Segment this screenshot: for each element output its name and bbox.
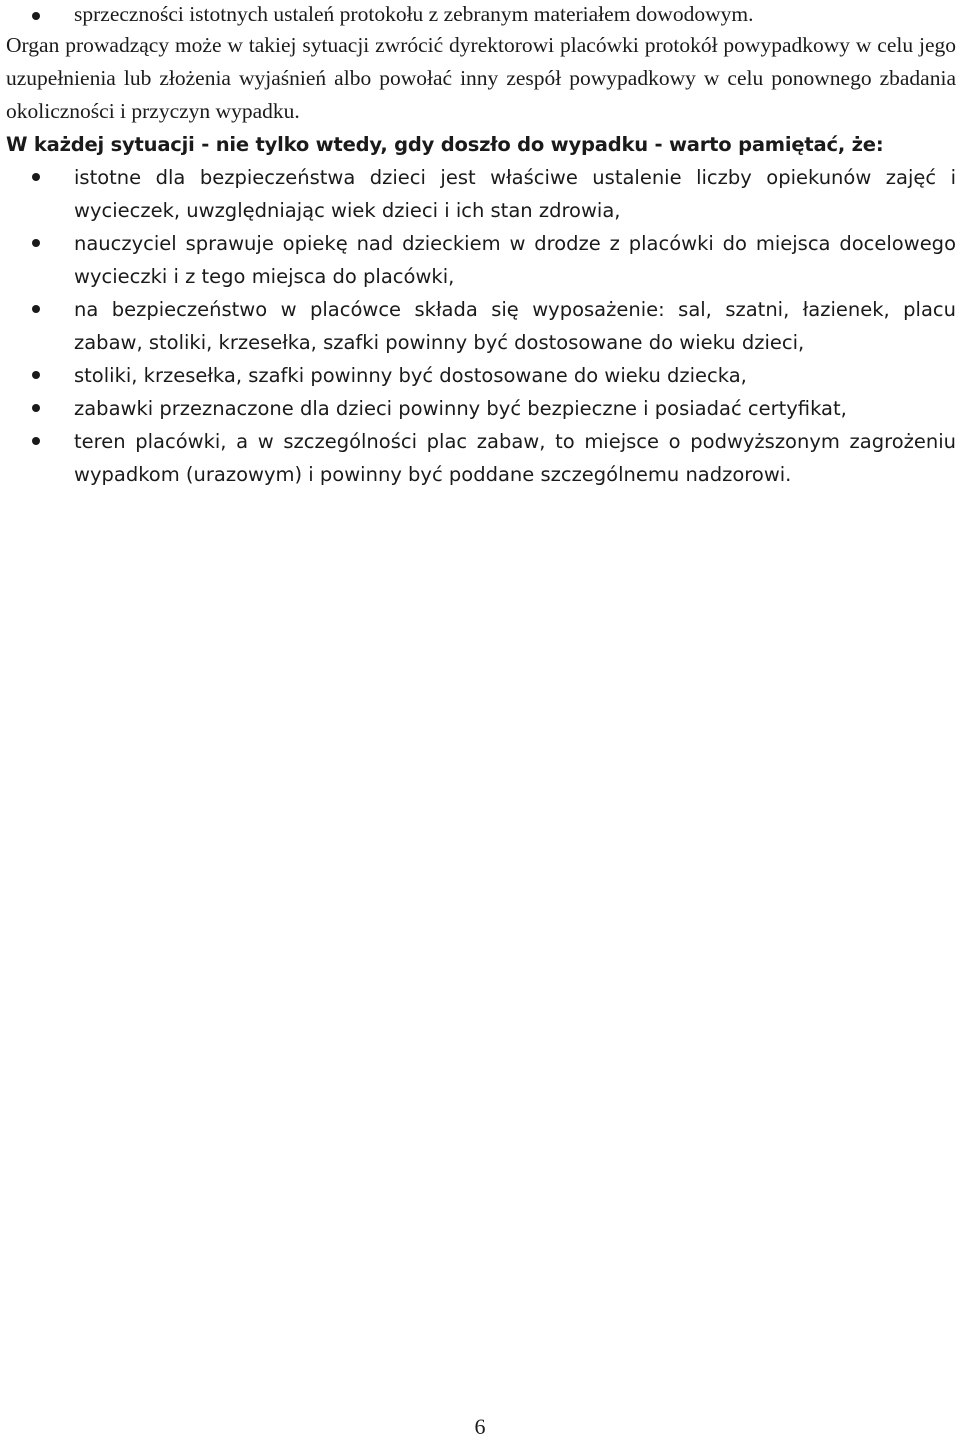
- list-item: [6, 227, 956, 293]
- list-item: [6, 392, 956, 425]
- list-item: [6, 359, 956, 392]
- bullet-icon: [32, 371, 40, 379]
- section-heading: W każdej sytuacji - nie tylko wtedy, gdy doszło do wypadku - warto pamiętać, że:: [6, 133, 884, 156]
- list-item: [6, 161, 956, 227]
- bullet-icon: [32, 305, 40, 313]
- bullet-icon: [32, 12, 40, 20]
- list-item-text: zabawki przeznaczone dla dzieci powinny być bezpieczne i posiadać certyfikat,: [74, 397, 847, 420]
- list-item-text: nauczyciel sprawuje opiekę nad dzieckiem w drodze z placówki do miejsca docelowego wycieczki i z tego miejsca do placówki,: [74, 232, 956, 288]
- bullet-icon: [32, 239, 40, 247]
- bullet-icon: [32, 173, 40, 181]
- bullet-icon: [32, 404, 40, 412]
- paragraph: Organ prowadzący może w takiej sytuacji zwrócić dyrektorowi placówki protokół powypadkowy w celu jego uzupełnienia lub złożenia wyjaśnień albo powołać inny zespół powypadkowy w celu ponownego zbadania okoliczności i przyczyn wypadku.: [6, 33, 956, 123]
- list-item-text: teren placówki, a w szczególności plac zabaw, to miejsce o podwyższonym zagrożeniu wypadkom (urazowym) i powinny być poddane szczególnemu nadzorowi.: [74, 430, 956, 486]
- bullet-icon: [32, 437, 40, 445]
- list-item: [6, 425, 956, 491]
- list-item: [6, 293, 956, 359]
- list-item-text: stoliki, krzesełka, szafki powinny być dostosowane do wieku dziecka,: [74, 364, 747, 387]
- list-item-text: istotne dla bezpieczeństwa dzieci jest właściwe ustalenie liczby opiekunów zajęć i wycieczek, uwzględniając wiek dzieci i ich stan zdrowia,: [74, 166, 956, 222]
- reminder-list: [6, 161, 956, 491]
- previous-list: [6, 0, 956, 29]
- list-item-text: sprzeczności istotnych ustaleń protokołu z zebranym materiałem dowodowym.: [74, 2, 754, 26]
- list-item: [6, 0, 956, 29]
- document-body: [6, 0, 956, 491]
- list-item-text: na bezpieczeństwo w placówce składa się wyposażenie: sal, szatni, łazienek, placu zabaw, stoliki, krzesełka, szafki powinny być dostosowane do wieku dzieci,: [74, 298, 956, 354]
- page-number: 6: [474, 1414, 486, 1439]
